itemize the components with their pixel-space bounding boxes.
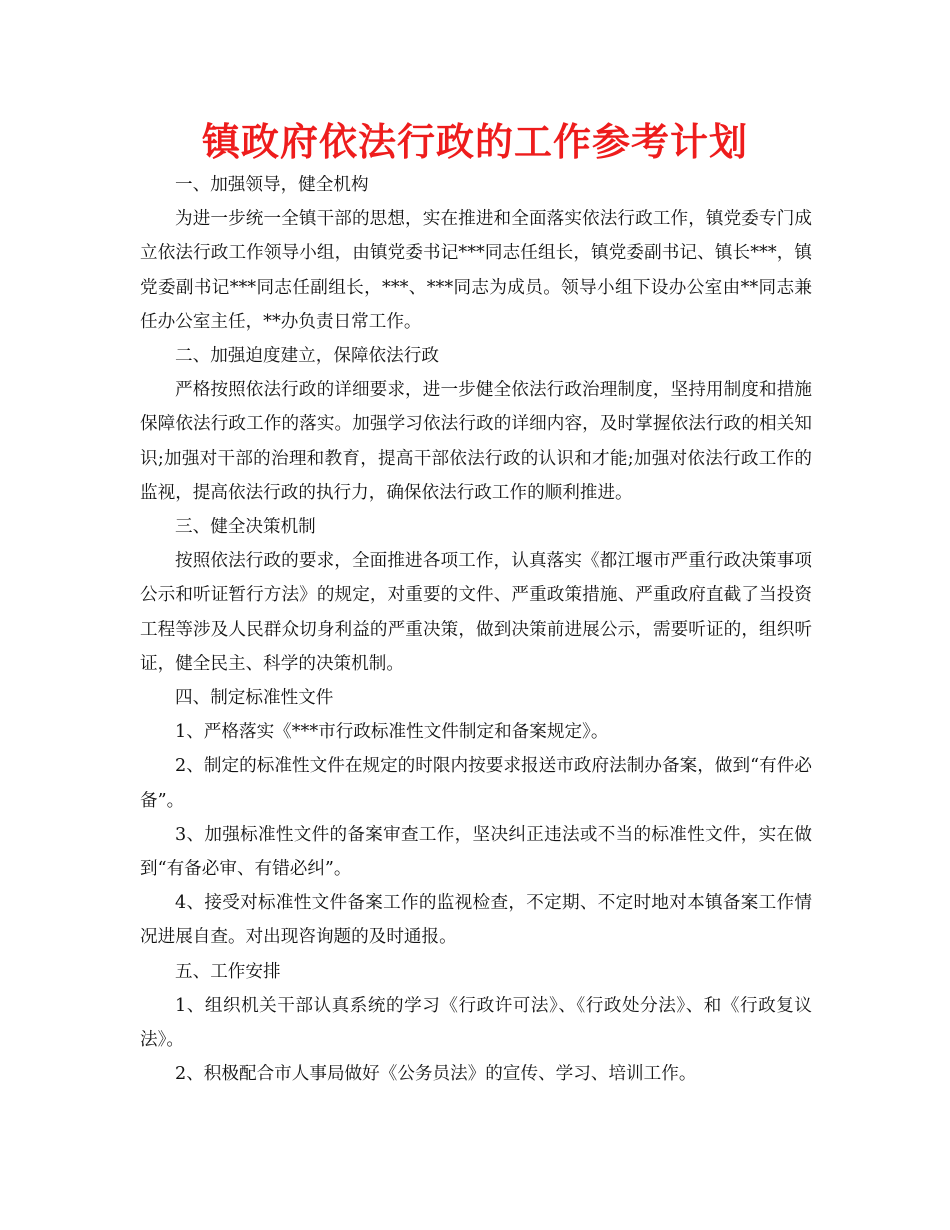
paragraph: 严格按照依法行政的详细要求，进一步健全依法行政治理制度，坚持用制度和措施保障依法行政工作的落实。加强学习依法行政的详细内容，及时掌握依法行政的相关知识;加强对干部的治理和教育，提高干部依法行政的认识和才能;加强对依法行政工作的监视，提高依法行政的执行力，确保依法行政工作的顺利推进。 — [140, 380, 812, 503]
section-heading-5: 五、工作安排 — [175, 961, 281, 982]
list-item: 3、加强标准性文件的备案审查工作，坚决纠正违法或不当的标准性文件，实在做到“有备必审、有错必纠”。 — [140, 824, 812, 880]
paragraph: 为进一步统一全镇干部的思想，实在推进和全面落实依法行政工作，镇党委专门成立依法行政工作领导小组，由镇党委书记***同志任组长，镇党委副书记、镇长***，镇党委副书记***同志任副组长，***、***同志为成员。领导小组下设办公室由**同志兼任办公室主任，**办负责日常工作。 — [140, 209, 812, 332]
list-item: 2、积极配合市人事局做好《公务员法》的宣传、学习、培训工作。 — [175, 1064, 697, 1085]
document-title: 镇政府依法行政的工作参考计划 — [201, 120, 748, 164]
list-item: 1、严格落实《***市行政标准性文件制定和备案规定》。 — [175, 722, 609, 743]
document-body — [140, 168, 812, 1091]
list-item: 4、接受对标准性文件备案工作的监视检查，不定期、不定时地对本镇备案工作情况进展自查。对出现咨询题的及时通报。 — [140, 893, 812, 948]
section-heading-4: 四、制定标准性文件 — [175, 688, 334, 709]
list-item: 1、组织机关干部认真系统的学习《行政许可法》、《行政处分法》、和《行政复议法》。 — [140, 995, 812, 1051]
section-heading-3: 三、健全决策机制 — [175, 517, 316, 538]
list-item: 2、制定的标准性文件在规定的时限内按要求报送市政府法制办备案，做到“有件必备”。 — [140, 756, 812, 811]
section-heading-1: 一、加强领导，健全机构 — [175, 175, 369, 195]
section-heading-2: 二、加强迫度建立，保障依法行政 — [175, 346, 439, 367]
paragraph: 按照依法行政的要求，全面推进各项工作，认真落实《都江堰市严重行政决策事项公示和听证暂行方法》的规定，对重要的文件、严重政策措施、严重政府直截了当投资工程等涉及人民群众切身利益的严重决策，做到决策前进展公示，需要听证的，组织听证，健全民主、科学的决策机制。 — [140, 551, 812, 674]
